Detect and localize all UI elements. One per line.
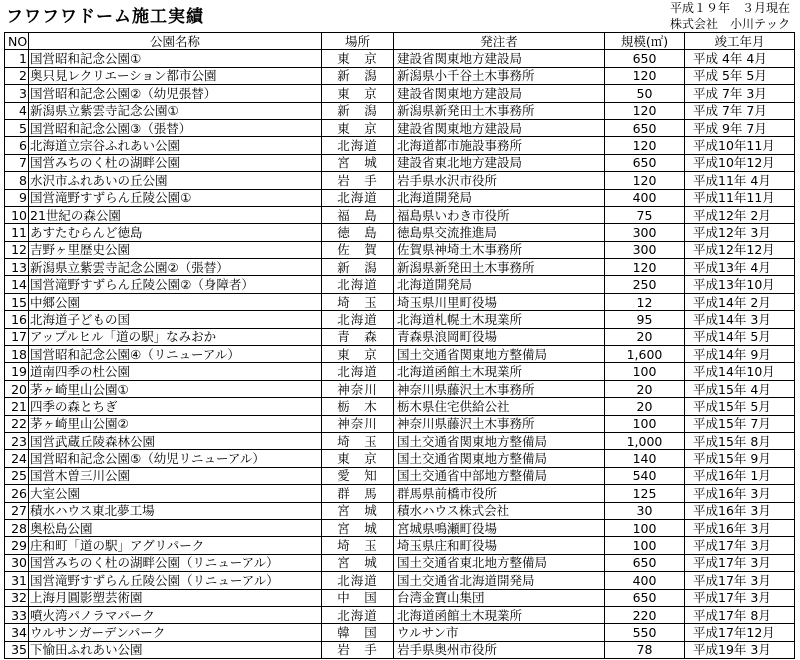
table-row: [5, 346, 795, 363]
scale-cell: 650: [605, 154, 685, 171]
scale-cell: 120: [605, 67, 685, 84]
park-name-cell: 国営滝野すずらん丘陵公園（リニューアル）: [29, 572, 322, 589]
client-cell: 北海道開発局: [394, 189, 605, 206]
table-row: [5, 241, 795, 258]
park-name-cell: 水沢市ふれあいの丘公園: [29, 172, 322, 189]
location-cell: 宮 城: [322, 502, 394, 519]
table-row: [5, 641, 795, 658]
table-row: [5, 276, 795, 293]
location-cell: 北海道: [322, 189, 394, 206]
client-cell: 埼玉県庄和町役場: [394, 537, 605, 554]
table-row: [5, 415, 795, 432]
row-number-cell: 31: [5, 572, 29, 589]
table-row: [5, 467, 795, 484]
scale-cell: 100: [605, 363, 685, 380]
row-number-cell: 20: [5, 380, 29, 397]
location-cell: 東 京: [322, 450, 394, 467]
park-name-cell: 奥松島公園: [29, 519, 322, 536]
scale-cell: 75: [605, 206, 685, 223]
park-name-cell: 国営武蔵丘陵森林公園: [29, 432, 322, 449]
table-row: [5, 189, 795, 206]
client-cell: 新潟県新発田土木事務所: [394, 102, 605, 119]
completion-date-cell: 平成16年 3月: [685, 519, 795, 536]
completion-date-cell: 平成12年 2月: [685, 206, 795, 223]
location-cell: 神奈川: [322, 415, 394, 432]
park-name-cell: 国営滝野すずらん丘陵公園②（身障者）: [29, 276, 322, 293]
park-name-cell: 茅ヶ崎里山公園②: [29, 415, 322, 432]
location-cell: 北海道: [322, 137, 394, 154]
scale-cell: 650: [605, 50, 685, 67]
row-number-cell: 25: [5, 467, 29, 484]
completion-date-cell: 平成15年 7月: [685, 415, 795, 432]
scale-cell: 125: [605, 485, 685, 502]
completion-date-cell: 平成 7年 7月: [685, 102, 795, 119]
location-cell: 宮 城: [322, 154, 394, 171]
row-number-cell: 26: [5, 485, 29, 502]
park-name-cell: 国営滝野すずらん丘陵公園①: [29, 189, 322, 206]
row-number-cell: 10: [5, 206, 29, 223]
completion-date-cell: 平成10年11月: [685, 137, 795, 154]
location-cell: 宮 城: [322, 554, 394, 571]
completion-date-cell: 平成17年 8月: [685, 606, 795, 623]
page-title: フワフワドーム施工実績: [6, 7, 204, 27]
client-cell: 国土交通省東北地方整備局: [394, 554, 605, 571]
table-row: [5, 363, 795, 380]
table-row: [5, 119, 795, 136]
table-row: [5, 572, 795, 589]
scale-cell: 20: [605, 328, 685, 345]
scale-cell: 120: [605, 137, 685, 154]
client-cell: 佐賀県神埼土木事務所: [394, 241, 605, 258]
row-number-cell: 11: [5, 224, 29, 241]
park-name-cell: アップルヒル「道の駅」なみおか: [29, 328, 322, 345]
scale-cell: 250: [605, 276, 685, 293]
scale-cell: 120: [605, 259, 685, 276]
client-cell: 神奈川県藤沢土木事務所: [394, 380, 605, 397]
completion-date-cell: 平成14年 3月: [685, 311, 795, 328]
client-cell: 徳島県交流推進局: [394, 224, 605, 241]
completion-date-cell: 平成16年 1月: [685, 467, 795, 484]
table-row: [5, 154, 795, 171]
park-name-cell: あすたむらんど徳島: [29, 224, 322, 241]
table-row: [5, 67, 795, 84]
completion-date-cell: 平成12年12月: [685, 241, 795, 258]
completion-date-cell: 平成 5年 5月: [685, 67, 795, 84]
row-number-cell: 3: [5, 85, 29, 102]
park-name-cell: 中郷公園: [29, 293, 322, 310]
completion-date-cell: 平成11年 4月: [685, 172, 795, 189]
location-cell: 東 京: [322, 50, 394, 67]
row-number-cell: 14: [5, 276, 29, 293]
location-cell: 北海道: [322, 311, 394, 328]
row-number-cell: 35: [5, 641, 29, 658]
scale-cell: 400: [605, 572, 685, 589]
table-row: [5, 398, 795, 415]
location-cell: 青 森: [322, 328, 394, 345]
client-cell: 新潟県新発田土木事務所: [394, 259, 605, 276]
scale-cell: 78: [605, 641, 685, 658]
park-name-cell: 四季の森とちぎ: [29, 398, 322, 415]
row-number-cell: 1: [5, 50, 29, 67]
row-number-cell: 29: [5, 537, 29, 554]
completion-date-cell: 平成11年11月: [685, 189, 795, 206]
row-number-cell: 16: [5, 311, 29, 328]
park-name-cell: 国営昭和記念公園①: [29, 50, 322, 67]
scale-cell: 650: [605, 119, 685, 136]
park-name-cell: 積水ハウス東北夢工場: [29, 502, 322, 519]
location-cell: 岩 手: [322, 172, 394, 189]
row-number-cell: 18: [5, 346, 29, 363]
scale-cell: 650: [605, 554, 685, 571]
scale-cell: 650: [605, 589, 685, 606]
row-number-cell: 21: [5, 398, 29, 415]
park-name-cell: 新潟県立紫雲寺記念公園②（張替）: [29, 259, 322, 276]
column-header-location: 場所: [322, 33, 394, 50]
location-cell: 韓 国: [322, 624, 394, 641]
scale-cell: 30: [605, 502, 685, 519]
location-cell: 東 京: [322, 119, 394, 136]
table-row: [5, 380, 795, 397]
scale-cell: 20: [605, 398, 685, 415]
completion-date-cell: 平成16年 3月: [685, 502, 795, 519]
client-cell: 建設省関東地方建設局: [394, 85, 605, 102]
park-name-cell: 国営木曽三川公園: [29, 467, 322, 484]
completion-date-cell: 平成19年 3月: [685, 641, 795, 658]
table-body: [5, 50, 795, 659]
table-row: [5, 450, 795, 467]
client-cell: 台湾金寶山集団: [394, 589, 605, 606]
scale-cell: 100: [605, 537, 685, 554]
park-name-cell: 国営昭和記念公園⑤（幼児リニューアル）: [29, 450, 322, 467]
scale-cell: 1,000: [605, 432, 685, 449]
client-cell: 神奈川県藤沢土木事務所: [394, 415, 605, 432]
row-number-cell: 13: [5, 259, 29, 276]
table-row: [5, 206, 795, 223]
location-cell: 佐 賀: [322, 241, 394, 258]
location-cell: 徳 島: [322, 224, 394, 241]
completion-date-cell: 平成 7年 3月: [685, 85, 795, 102]
table-row: [5, 259, 795, 276]
park-name-cell: ウルサンガーデンパーク: [29, 624, 322, 641]
scale-cell: 20: [605, 380, 685, 397]
table-row: [5, 293, 795, 310]
row-number-cell: 17: [5, 328, 29, 345]
client-cell: 国土交通省関東地方整備局: [394, 346, 605, 363]
park-name-cell: 噴火湾パノラマパーク: [29, 606, 322, 623]
park-name-cell: 国営みちのく杜の湖畔公園: [29, 154, 322, 171]
location-cell: 埼 玉: [322, 537, 394, 554]
table-row: [5, 537, 795, 554]
client-cell: 群馬県前橋市役所: [394, 485, 605, 502]
table-header-row: [5, 33, 795, 50]
client-cell: 北海道函館土木現業所: [394, 606, 605, 623]
location-cell: 北海道: [322, 276, 394, 293]
client-cell: 建設省関東地方建設局: [394, 50, 605, 67]
location-cell: 愛 知: [322, 467, 394, 484]
park-name-cell: 国営みちのく杜の湖畔公園（リニューアル）: [29, 554, 322, 571]
park-name-cell: 上海月圓影塑芸術園: [29, 589, 322, 606]
scale-cell: 1,600: [605, 346, 685, 363]
completion-date-cell: 平成17年12月: [685, 624, 795, 641]
completion-date-cell: 平成 9年 7月: [685, 119, 795, 136]
table-row: [5, 50, 795, 67]
as-of-date: 平成１９年 ３月現在: [669, 1, 790, 15]
park-name-cell: 国営昭和記念公園②（幼児張替）: [29, 85, 322, 102]
column-header-scale: 規模(㎡): [605, 33, 685, 50]
table-row: [5, 519, 795, 536]
scale-cell: 550: [605, 624, 685, 641]
completion-date-cell: 平成14年10月: [685, 363, 795, 380]
client-cell: 建設省東北地方建設局: [394, 154, 605, 171]
client-cell: ウルサン市: [394, 624, 605, 641]
client-cell: 北海道都市施設事務所: [394, 137, 605, 154]
row-number-cell: 22: [5, 415, 29, 432]
location-cell: 新 潟: [322, 67, 394, 84]
column-header-client: 発注者: [394, 33, 605, 50]
client-cell: 埼玉県川里町役場: [394, 293, 605, 310]
header-meta: [670, 0, 790, 32]
table-row: [5, 606, 795, 623]
location-cell: 埼 玉: [322, 432, 394, 449]
client-cell: 福島県いわき市役所: [394, 206, 605, 223]
row-number-cell: 7: [5, 154, 29, 171]
client-cell: 宮城県鳴瀬町役場: [394, 519, 605, 536]
scale-cell: 400: [605, 189, 685, 206]
table-row: [5, 85, 795, 102]
location-cell: 岩 手: [322, 641, 394, 658]
park-name-cell: 茅ヶ崎里山公園①: [29, 380, 322, 397]
table-row: [5, 172, 795, 189]
row-number-cell: 28: [5, 519, 29, 536]
client-cell: 建設省関東地方建設局: [394, 119, 605, 136]
location-cell: 群 馬: [322, 485, 394, 502]
table-row: [5, 589, 795, 606]
client-cell: 北海道開発局: [394, 276, 605, 293]
construction-record-table: [4, 32, 795, 659]
table-row: [5, 224, 795, 241]
row-number-cell: 2: [5, 67, 29, 84]
completion-date-cell: 平成14年 2月: [685, 293, 795, 310]
table-row: [5, 137, 795, 154]
location-cell: 新 潟: [322, 259, 394, 276]
park-name-cell: 北海道子どもの国: [29, 311, 322, 328]
client-cell: 北海道函館土木現業所: [394, 363, 605, 380]
scale-cell: 100: [605, 519, 685, 536]
client-cell: 北海道札幌土木現業所: [394, 311, 605, 328]
completion-date-cell: 平成15年 8月: [685, 432, 795, 449]
client-cell: 国土交通省中部地方整備局: [394, 467, 605, 484]
client-cell: 栃木県住宅供給公社: [394, 398, 605, 415]
row-number-cell: 8: [5, 172, 29, 189]
scale-cell: 100: [605, 415, 685, 432]
table-row: [5, 328, 795, 345]
column-header-no: NO: [5, 33, 29, 50]
client-cell: 岩手県水沢市役所: [394, 172, 605, 189]
park-name-cell: 北海道立宗谷ふれあい公園: [29, 137, 322, 154]
park-name-cell: 大室公園: [29, 485, 322, 502]
row-number-cell: 6: [5, 137, 29, 154]
scale-cell: 540: [605, 467, 685, 484]
column-header-park-name: 公園名称: [29, 33, 322, 50]
location-cell: 福 島: [322, 206, 394, 223]
location-cell: 栃 木: [322, 398, 394, 415]
client-cell: 青森県浪岡町役場: [394, 328, 605, 345]
scale-cell: 120: [605, 172, 685, 189]
location-cell: 中 国: [322, 589, 394, 606]
client-cell: 積水ハウス株式会社: [394, 502, 605, 519]
row-number-cell: 27: [5, 502, 29, 519]
row-number-cell: 34: [5, 624, 29, 641]
park-name-cell: 道南四季の杜公園: [29, 363, 322, 380]
client-cell: 国土交通省北海道開発局: [394, 572, 605, 589]
scale-cell: 220: [605, 606, 685, 623]
scale-cell: 12: [605, 293, 685, 310]
row-number-cell: 5: [5, 119, 29, 136]
row-number-cell: 4: [5, 102, 29, 119]
scale-cell: 50: [605, 85, 685, 102]
row-number-cell: 9: [5, 189, 29, 206]
completion-date-cell: 平成15年 5月: [685, 398, 795, 415]
scale-cell: 300: [605, 224, 685, 241]
table-row: [5, 502, 795, 519]
row-number-cell: 15: [5, 293, 29, 310]
completion-date-cell: 平成15年 4月: [685, 380, 795, 397]
completion-date-cell: 平成10年12月: [685, 154, 795, 171]
park-name-cell: 吉野ヶ里歴史公園: [29, 241, 322, 258]
completion-date-cell: 平成17年 3月: [685, 554, 795, 571]
row-number-cell: 19: [5, 363, 29, 380]
location-cell: 東 京: [322, 346, 394, 363]
scale-cell: 140: [605, 450, 685, 467]
client-cell: 国土交通省関東地方整備局: [394, 432, 605, 449]
table-row: [5, 554, 795, 571]
completion-date-cell: 平成13年10月: [685, 276, 795, 293]
client-cell: 国土交通省関東地方整備局: [394, 450, 605, 467]
park-name-cell: 庄和町「道の駅」アグリパーク: [29, 537, 322, 554]
location-cell: 埼 玉: [322, 293, 394, 310]
completion-date-cell: 平成17年 3月: [685, 572, 795, 589]
company-name: 株式会社 小川テック: [669, 17, 790, 31]
park-name-cell: 国営昭和記念公園③（張替）: [29, 119, 322, 136]
row-number-cell: 12: [5, 241, 29, 258]
table-row: [5, 432, 795, 449]
scale-cell: 300: [605, 241, 685, 258]
park-name-cell: 新潟県立紫雲寺記念公園①: [29, 102, 322, 119]
completion-date-cell: 平成17年 3月: [685, 589, 795, 606]
table-row: [5, 485, 795, 502]
completion-date-cell: 平成15年 9月: [685, 450, 795, 467]
location-cell: 北海道: [322, 572, 394, 589]
completion-date-cell: 平成14年 5月: [685, 328, 795, 345]
row-number-cell: 33: [5, 606, 29, 623]
row-number-cell: 32: [5, 589, 29, 606]
location-cell: 神奈川: [322, 380, 394, 397]
completion-date-cell: 平成12年 3月: [685, 224, 795, 241]
park-name-cell: 奥只見レクリエーション都市公園: [29, 67, 322, 84]
row-number-cell: 30: [5, 554, 29, 571]
column-header-completion: 竣工年月: [685, 33, 795, 50]
row-number-cell: 24: [5, 450, 29, 467]
location-cell: 北海道: [322, 606, 394, 623]
park-name-cell: 下愉田ふれあい公園: [29, 641, 322, 658]
park-name-cell: 21世紀の森公園: [29, 206, 322, 223]
completion-date-cell: 平成13年 4月: [685, 259, 795, 276]
table-row: [5, 624, 795, 641]
client-cell: 岩手県奥州市役所: [394, 641, 605, 658]
location-cell: 東 京: [322, 85, 394, 102]
completion-date-cell: 平成14年 9月: [685, 346, 795, 363]
table-row: [5, 311, 795, 328]
location-cell: 宮 城: [322, 519, 394, 536]
completion-date-cell: 平成17年 3月: [685, 537, 795, 554]
table-row: [5, 102, 795, 119]
park-name-cell: 国営昭和記念公園④（リニューアル）: [29, 346, 322, 363]
row-number-cell: 23: [5, 432, 29, 449]
scale-cell: 120: [605, 102, 685, 119]
location-cell: 新 潟: [322, 102, 394, 119]
location-cell: 北海道: [322, 363, 394, 380]
completion-date-cell: 平成 4年 4月: [685, 50, 795, 67]
client-cell: 新潟県小千谷土木事務所: [394, 67, 605, 84]
scale-cell: 95: [605, 311, 685, 328]
completion-date-cell: 平成16年 3月: [685, 485, 795, 502]
